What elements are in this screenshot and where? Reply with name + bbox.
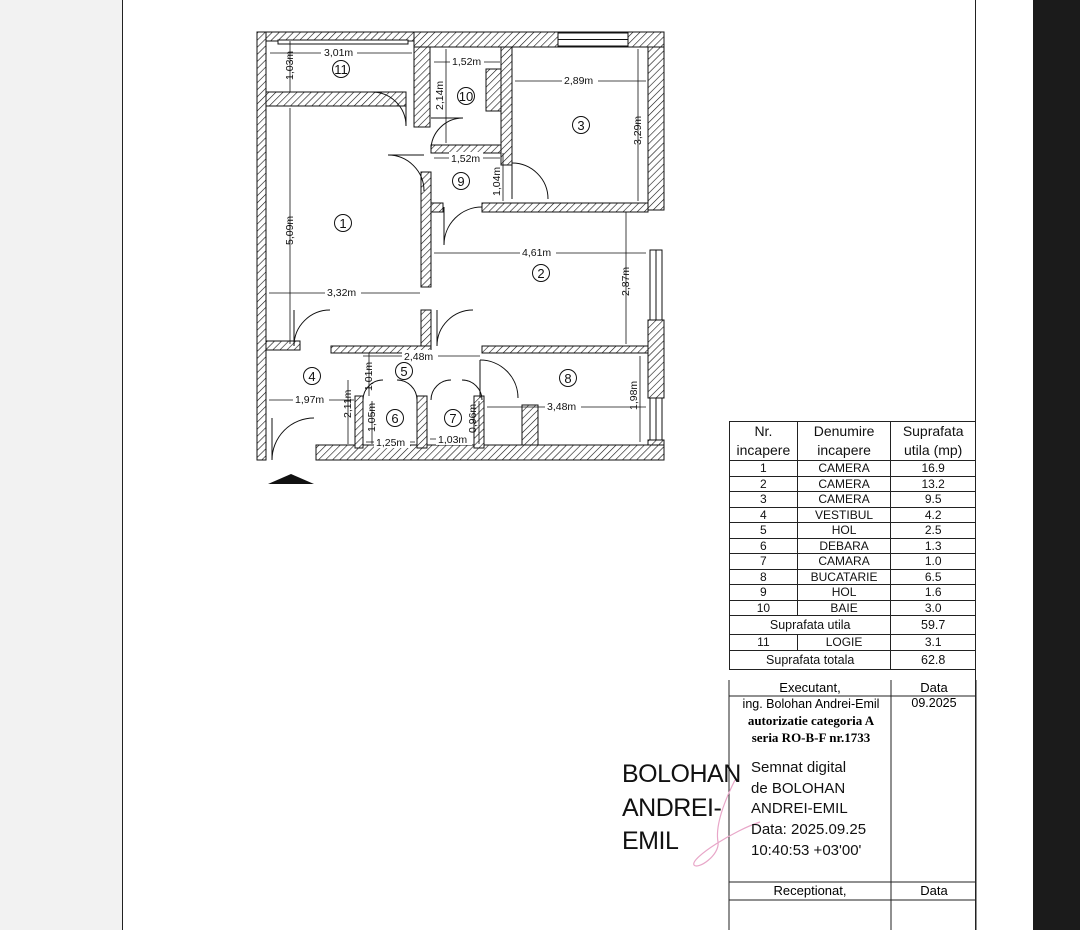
cell-name: BAIE: [797, 600, 891, 616]
cell-area: 6.5: [891, 569, 976, 585]
svg-text:9: 9: [457, 174, 465, 189]
engineer-name: ing. Bolohan Andrei-Emil: [742, 697, 880, 711]
cell-name: BUCATARIE: [797, 569, 891, 585]
cell-area: 9.5: [891, 492, 976, 508]
dim-4-61: 4,61m: [522, 247, 552, 259]
dim-1-01: 1,01m: [363, 361, 375, 391]
digital-signature-info: Semnat digital de BOLOHAN ANDREI-EMIL Data: 2025.09.25 10:40:53 +03'00': [751, 759, 867, 859]
cell-nr: 3: [730, 492, 798, 508]
cell-area: 1.0: [891, 554, 976, 570]
dim-2-14: 2,14m: [434, 80, 446, 110]
cell-area: 13.2: [891, 476, 976, 492]
total-area-value: 62.8: [891, 650, 976, 669]
cell-name: CAMERA: [797, 492, 891, 508]
dim-1-97: 1,97m: [295, 394, 325, 406]
cell-area: 1.6: [891, 585, 976, 601]
dim-3-48: 3,48m: [547, 401, 577, 413]
dim-1-03: 1,03m: [284, 50, 296, 80]
header-name: Denumire incapere: [797, 422, 891, 461]
receptionat-date-label: Data: [920, 883, 948, 898]
svg-text:8: 8: [564, 371, 572, 386]
dim-1-03-small: 1,03m: [438, 434, 468, 446]
svg-text:6: 6: [391, 411, 399, 426]
dim-3-32: 3,32m: [327, 287, 357, 299]
dim-0-96: 0,96m: [467, 403, 479, 433]
svg-text:5: 5: [400, 364, 408, 379]
dim-1-98: 1,98m: [628, 380, 640, 410]
signature-name: BOLOHAN ANDREI- EMIL: [622, 760, 741, 855]
cell-nr: 8: [730, 569, 798, 585]
cell-nr: 4: [730, 507, 798, 523]
cell-nr: 6: [730, 538, 798, 554]
dim-2-48: 2,48m: [404, 351, 434, 363]
dim-5-09: 5,09m: [284, 215, 296, 245]
dim-2-89: 2,89m: [564, 75, 594, 87]
cell-nr: 10: [730, 600, 798, 616]
dim-1-25: 1,25m: [376, 437, 406, 449]
cell-name: HOL: [797, 523, 891, 539]
dim-2-11: 2,11m: [342, 389, 354, 418]
svg-text:11: 11: [334, 62, 348, 77]
cell-name: CAMARA: [797, 554, 891, 570]
cell-name: CAMERA: [797, 476, 891, 492]
dim-3-29: 3,29m: [632, 115, 644, 145]
receptionat-label: Receptionat,: [773, 883, 847, 898]
cell-area: 16.9: [891, 461, 976, 477]
cell-nr: 5: [730, 523, 798, 539]
exec-date: 09.2025: [911, 696, 957, 710]
cell-name: HOL: [797, 585, 891, 601]
dim-1-52-top: 1,52m: [452, 56, 482, 68]
header-nr: Nr. incapere: [730, 422, 798, 461]
dim-2-87: 2,87m: [620, 266, 632, 296]
date-label: Data: [920, 680, 948, 695]
svg-text:4: 4: [308, 369, 316, 384]
dim-1-04: 1,04m: [491, 166, 503, 196]
authorization-line-1: autorizatie categoria A: [747, 713, 875, 728]
cell-nr: 9: [730, 585, 798, 601]
cell-area: 3.0: [891, 600, 976, 616]
cell-name: VESTIBUL: [797, 507, 891, 523]
cell-area: 1.3: [891, 538, 976, 554]
total-area-label: Suprafata totala: [730, 650, 891, 669]
cell-nr: 2: [730, 476, 798, 492]
cell-name: DEBARA: [797, 538, 891, 554]
dim-1-05: 1,05m: [366, 402, 378, 432]
svg-text:1: 1: [339, 216, 347, 231]
cell-nr: 7: [730, 554, 798, 570]
svg-text:10: 10: [458, 89, 474, 104]
dim-1-52-mid: 1,52m: [451, 153, 481, 165]
authorization-line-2: seria RO-B-F nr.1733: [751, 730, 871, 745]
cell-area: 4.2: [891, 507, 976, 523]
logie-row: 11 LOGIE 3.1: [730, 635, 976, 651]
header-area: Suprafata utila (mp): [891, 422, 976, 461]
svg-text:2: 2: [537, 266, 545, 281]
executant-label: Executant,: [779, 680, 841, 695]
useful-area-label: Suprafata utila: [730, 616, 891, 635]
cell-area: 2.5: [891, 523, 976, 539]
svg-text:7: 7: [449, 411, 457, 426]
dim-3-01: 3,01m: [324, 47, 354, 59]
useful-area-value: 59.7: [891, 616, 976, 635]
svg-text:3: 3: [577, 118, 585, 133]
cell-name: CAMERA: [797, 461, 891, 477]
cell-nr: 1: [730, 461, 798, 477]
